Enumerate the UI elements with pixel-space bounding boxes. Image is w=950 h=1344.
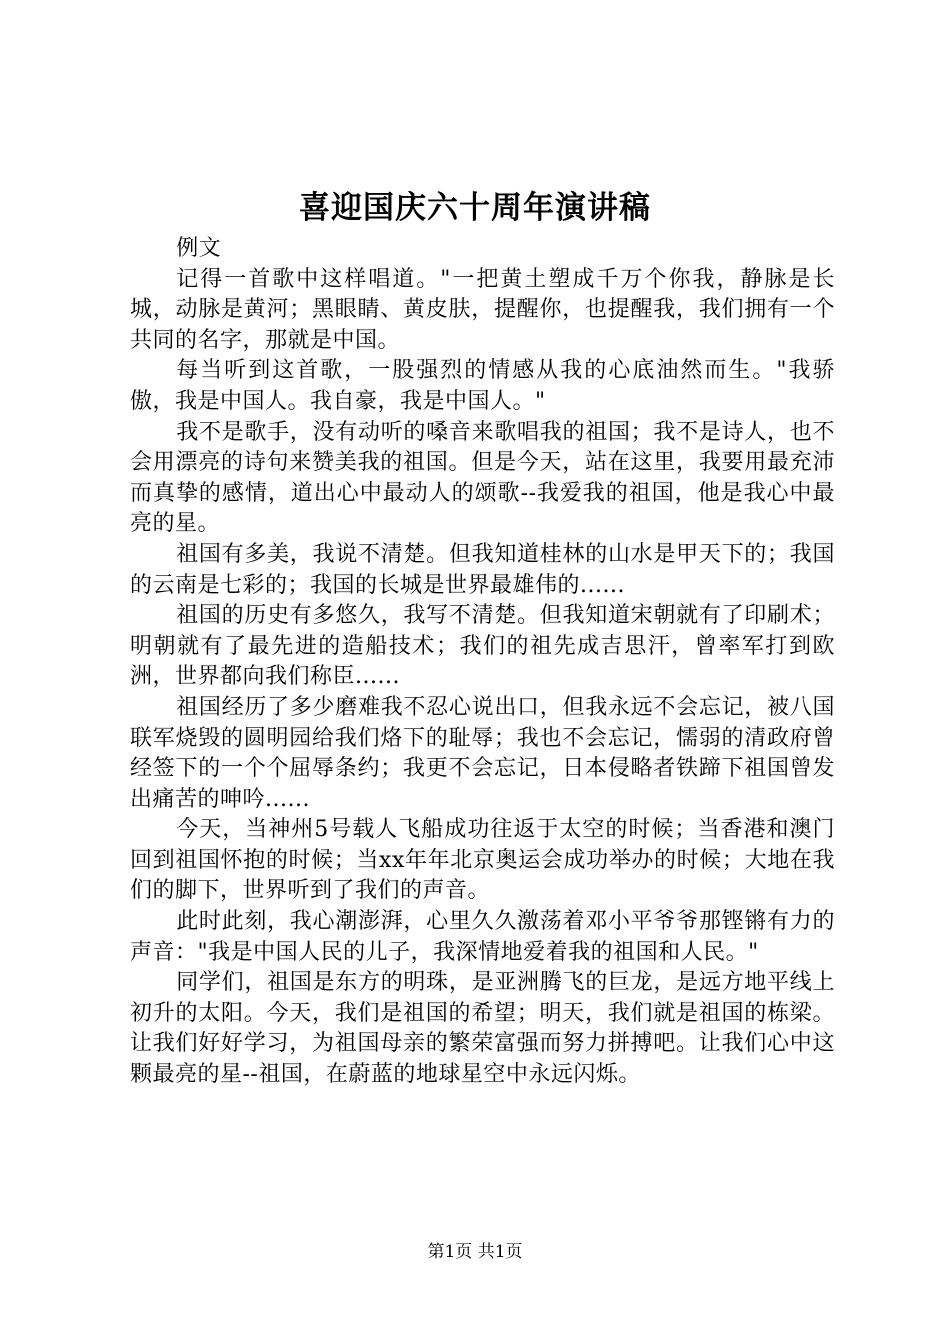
paragraph: 每当听到这首歌，一股强烈的情感从我的心底油然而生。"我骄傲，我是中国人。我自豪，我是中国人。" — [130, 358, 835, 414]
document-body — [130, 234, 835, 1091]
paragraph: 我不是歌手，没有动听的嗓音来歌唱我的祖国；我不是诗人，也不会用漂亮的诗句来赞美我的祖国。但是今天，站在这里，我要用最充沛而真挚的感情，道出心中最动人的颂歌--我爱我的祖国，他是我心中最亮的星。 — [130, 419, 835, 537]
page-number-footer: 第1页 共1页 — [427, 1242, 523, 1262]
paragraph: 此时此刻，我心潮澎湃，心里久久激荡着邓小平爷爷那铿锵有力的声音："我是中国人民的儿子，我深情地爱着我的祖国和人民。" — [130, 909, 835, 965]
paragraph: 祖国有多美，我说不清楚。但我知道桂林的山水是甲天下的；我国的云南是七彩的；我国的长城是世界最雄伟的...... — [130, 541, 835, 598]
paragraph: 同学们，祖国是东方的明珠，是亚洲腾飞的巨龙，是远方地平线上初升的太阳。今天，我们是祖国的希望；明天，我们就是祖国的栋梁。让我们好好学习，为祖国母亲的繁荣富强而努力拼搏吧。让我们心中这颗最亮的星--祖国，在蔚蓝的地球星空中永远闪烁。 — [130, 970, 835, 1088]
paragraph: 记得一首歌中这样唱道。"一把黄土塑成千万个你我，静脉是长城，动脉是黄河；黑眼睛、黄皮肤，提醒你，也提醒我，我们拥有一个共同的名字，那就是中国。 — [130, 266, 835, 353]
document-title: 喜迎国庆六十周年演讲稿 — [299, 190, 651, 226]
paragraph: 今天，当神州5号载人飞船成功往返于太空的时候；当香港和澳门回到祖国怀抱的时候；当xx年年北京奥运会成功举办的时候；大地在我们的脚下，世界听到了我们的声音。 — [130, 817, 835, 904]
paragraph: 祖国的历史有多悠久，我写不清楚。但我知道宋朝就有了印刷术；明朝就有了最先进的造船技术；我们的祖先成吉思汗，曾率军打到欧洲，世界都向我们称臣...... — [130, 603, 835, 690]
paragraph: 祖国经历了多少磨难我不忍心说出口，但我永远不会忘记，被八国联军烧毁的圆明园给我们烙下的耻辱；我也不会忘记，懦弱的清政府曾经签下的一个个屈辱条约；我更不会忘记，日本侵略者铁蹄下祖国曾发出痛苦的呻吟...... — [130, 694, 835, 812]
paragraph-label: 例文 — [176, 236, 222, 261]
